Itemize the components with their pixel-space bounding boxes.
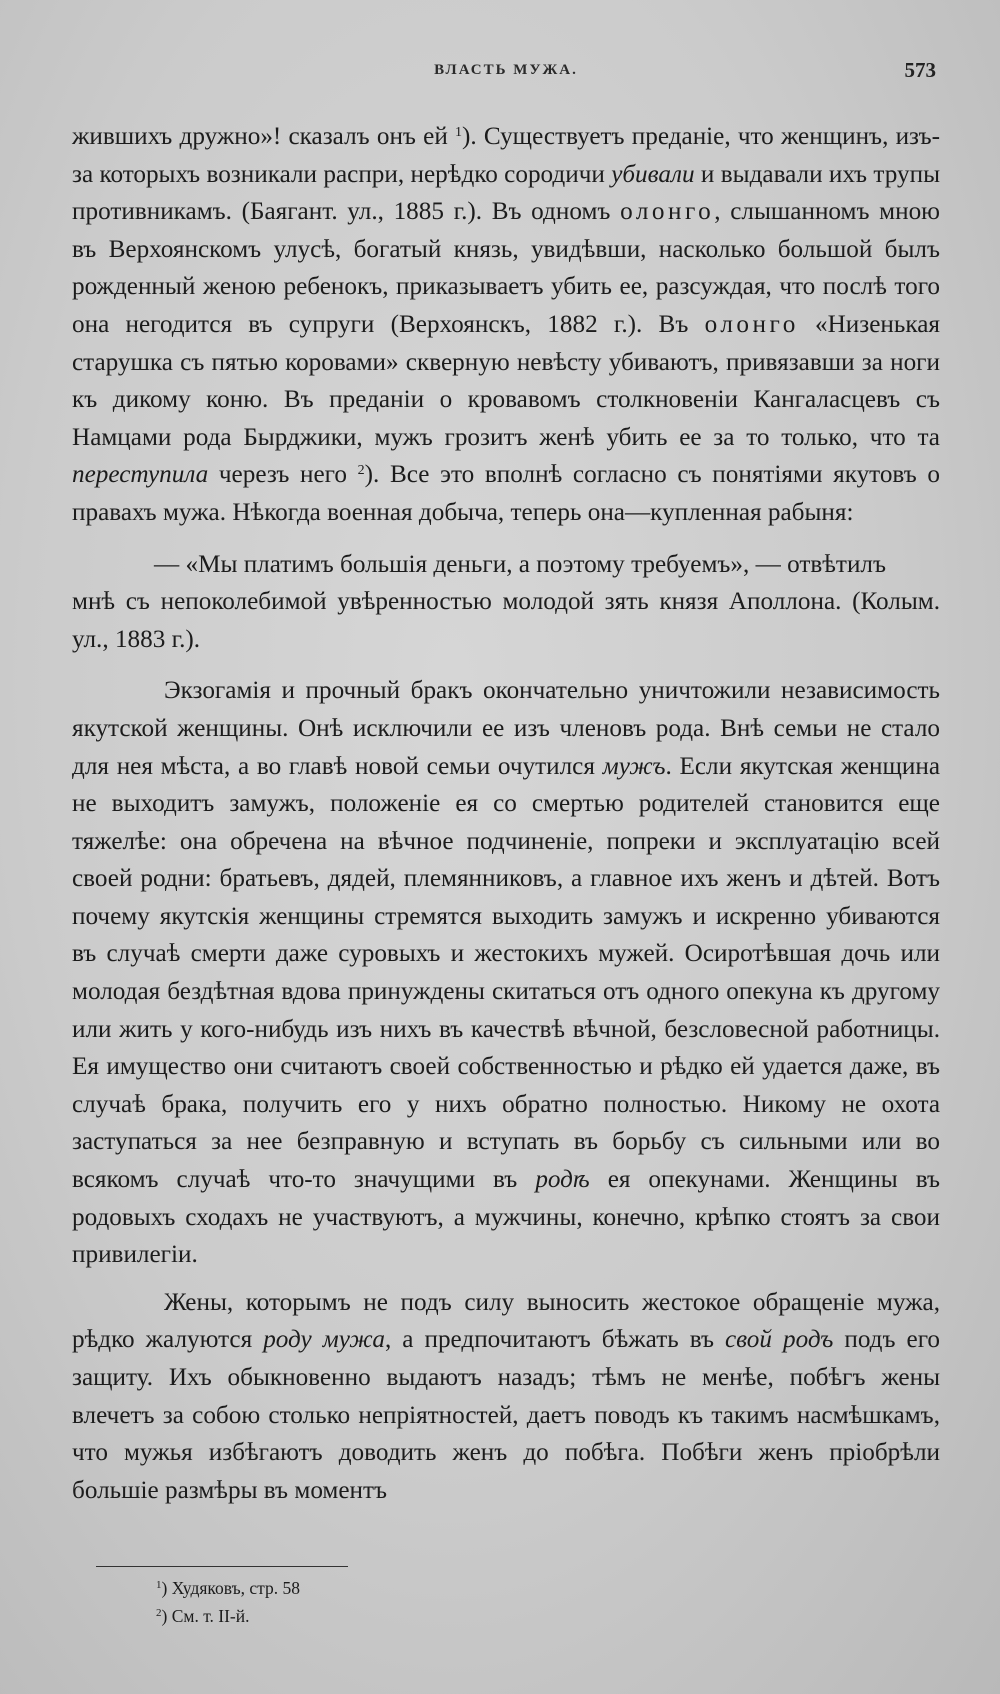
footnote-ref-2: 2 [357, 463, 365, 479]
italic-term: свой родъ [725, 1326, 834, 1354]
italic-term: родѣ [535, 1166, 590, 1194]
footnote-text: ) Худяковъ, стр. 58 [161, 1578, 301, 1598]
footnote-2 [156, 1602, 300, 1630]
footnote-ref-1: 1 [455, 125, 463, 140]
running-head [72, 58, 940, 90]
text-run: ея опекунами. Женщины въ родовыхъ сходахъ не участвуютъ, а мужчины, конечно, крѣпко стоятъ за свои привилегіи. [72, 1166, 940, 1269]
footnote-mark: 2 [156, 1607, 162, 1619]
text-run: и выдавали ихъ трупы противникамъ. (Баягант. ул., 1885 г.). Въ одномъ [72, 160, 940, 226]
spaced-term: олонго [620, 198, 715, 226]
footnote-text: ) См. т. II-й. [161, 1606, 250, 1626]
italic-term: убивали [611, 160, 695, 188]
text-run: жившихъ дружно»! сказалъ онъ ей [72, 123, 456, 150]
text-run: ). Существуетъ преданіе, что женщинъ, изъ-за которыхъ возникали распри, нерѣдко сородичи [72, 123, 940, 188]
text-run: , слышанномъ мною въ Верхоянскомъ улусѣ, богатый князь, увидѣвши, насколько большой былъ рожденный женою ребенокъ, приказываетъ убить ее, разсуждая, что послѣ того она негодится въ супруги (Верхоянскъ, 1882 г.). Въ [72, 198, 940, 338]
italic-term: переступила [72, 461, 209, 489]
running-title: ВЛАСТЬ МУЖА. [434, 62, 578, 78]
spaced-term: олонго [704, 310, 799, 338]
dialogue-line: — «Мы платимъ большія деньги, а поэтому требуемъ», — отвѣтилъ [154, 550, 887, 578]
text-run: . Если якутская женщина не выходитъ замужъ, положеніе ея со смертью родителей становится еще тяжелѣе: она обречена на вѣчное подчиненіе, попреки и эксплуатацію всей своей родни: братьевъ, дядей, племянниковъ, а главное ихъ женъ и дѣтей. Вотъ почему якутскія женщины стремятся выходить замужъ и искренно убиваются въ случаѣ смерти даже суровыхъ и жестокихъ мужей. Осиротѣвшая дочь или молодая бездѣтная вдова принуждены скитаться отъ одного опекуна къ другому или жить у кого-нибудь изъ нихъ въ качествѣ вѣчной, безсловесной работницы. Ея имущество они считаютъ своей собственностью и рѣдко ей удается даже, въ случаѣ брака, получить его у нихъ обратно полностью. Никому не охота заступаться за нее безправную и вступать въ борьбу съ сильными или во всякомъ случаѣ что-то значущими въ [72, 752, 940, 1194]
paragraph-2: мнѣ съ непоколебимой увѣренностью молодой зять князя Аполлона. (Колым. ул., 1883 г.). [72, 588, 940, 653]
text-run: , а предпочитаютъ бѣжать въ [384, 1326, 725, 1354]
italic-term: роду мужа [263, 1326, 385, 1354]
body-text [72, 118, 940, 1519]
footnotes [156, 1574, 300, 1630]
text-run: подъ его защиту. Ихъ обыкновенно выдаютъ назадъ; тѣмъ не менѣе, побѣгъ жены влечетъ за собою столько непріятностей, даетъ поводъ къ такимъ насмѣшкамъ, что мужья избѣгаютъ доводить женъ до побѣга. Побѣги женъ пріобрѣли большіе размѣры въ моментъ [72, 1326, 941, 1504]
footnote-mark: 1 [156, 1579, 162, 1591]
paragraph-4 [72, 1284, 940, 1510]
text-run: ). Все это вполнѣ согласно съ понятіями якутовъ о правахъ мужа. Нѣкогда военная добыча, теперь она—купленная рабыня: [72, 461, 940, 526]
paragraph-3 [72, 672, 940, 1274]
footnote-1 [156, 1574, 300, 1602]
italic-term: мужъ [602, 752, 666, 780]
text-run: черезъ него [208, 461, 358, 489]
footnote-divider [96, 1566, 348, 1567]
text-run: Экзогамія и прочный бракъ окончательно уничтожили независимость якутской женщины. Онѣ исключили ее изъ членовъ рода. Внѣ семьи не стало для нея мѣста, а во главѣ новой семьи очутился [72, 677, 940, 780]
text-run: Жены, которымъ не подъ силу выносить жестокое обращеніе мужа, рѣдко жалуются [72, 1288, 940, 1354]
text-run: «Низенькая старушка съ пятью коровами» скверную невѣсту убиваютъ, привязавши за ноги къ дикому коню. Въ преданіи о кровавомъ столкновеніи Кангаласцевъ съ Намцами рода Бырджики, мужъ грозитъ женѣ убить ее за то только, что та [72, 310, 940, 451]
page-number: 573 [904, 58, 936, 82]
paragraph-1 [72, 118, 940, 532]
